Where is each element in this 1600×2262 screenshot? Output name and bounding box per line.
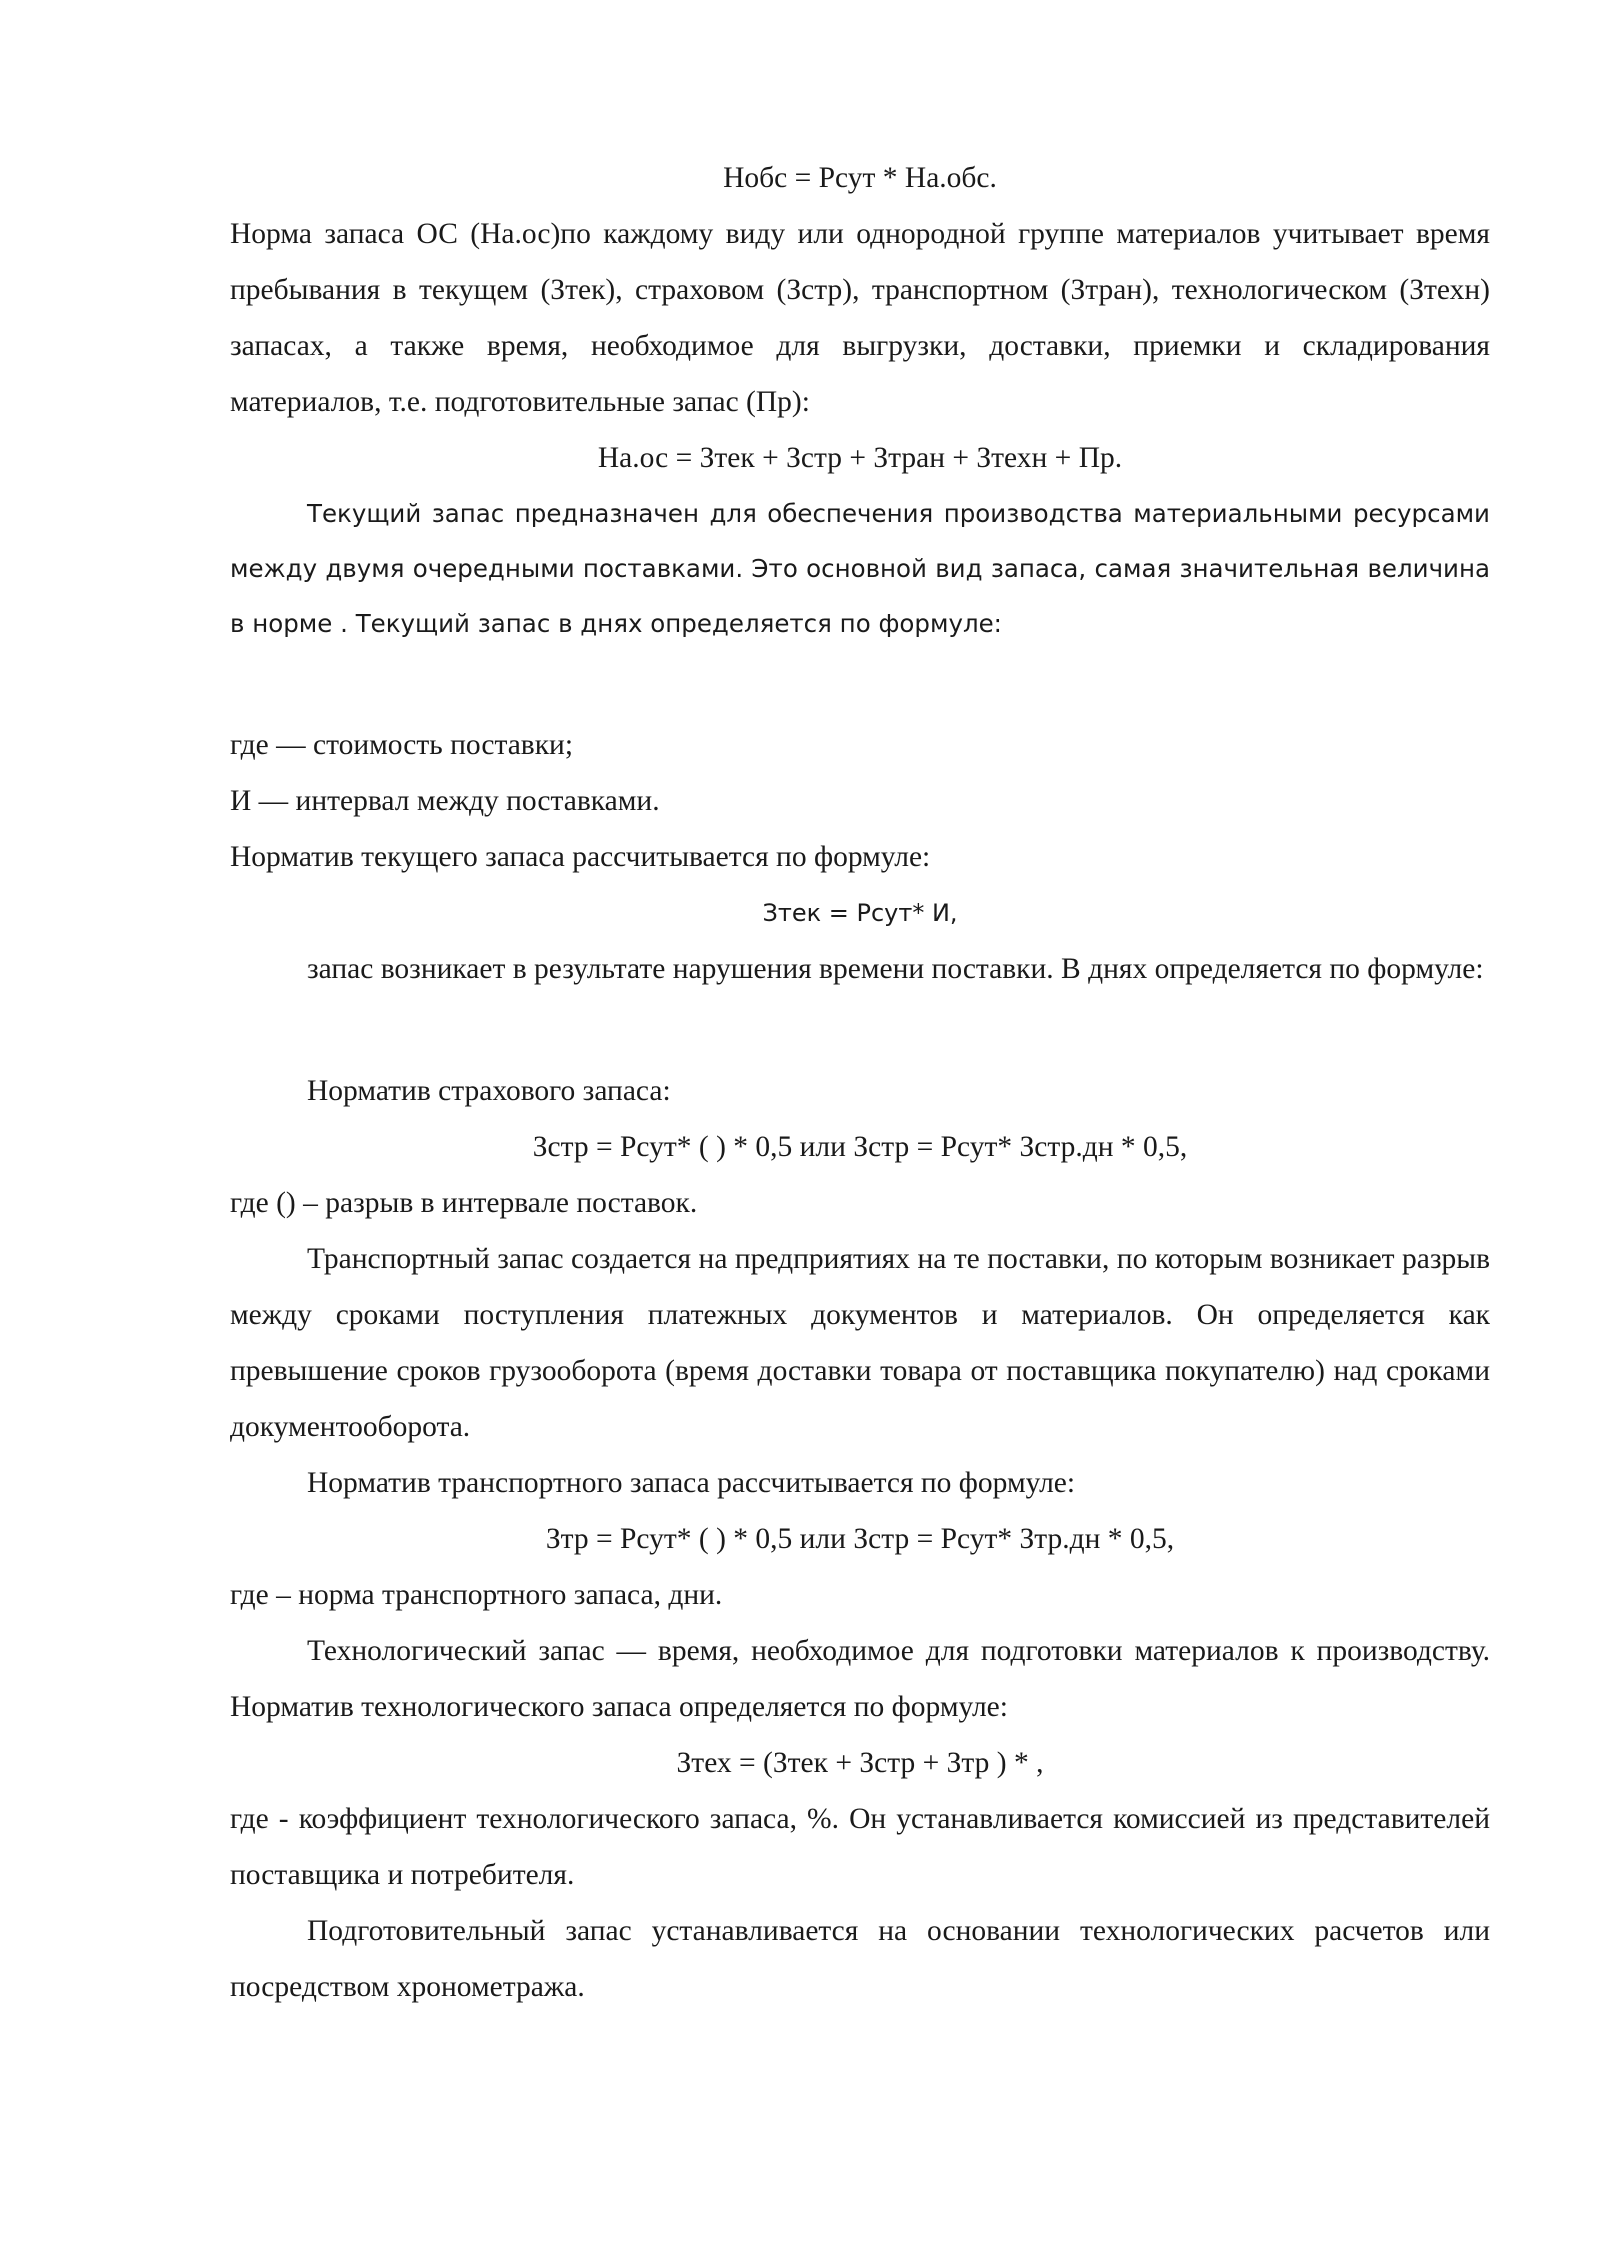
paragraph-zapas-voznikaet: запас возникает в результате нарушения времени поставки. В днях определяется по формуле:	[307, 953, 1484, 985]
paragraph-norma-transportnogo: где – норма транспортного запаса, дни.	[230, 1579, 723, 1611]
paragraph-gde-stoimost: где — стоимость поставки;	[230, 729, 574, 761]
formula-zstr: Зстр = Рсут* ( ) * 0,5 или Зстр = Рсут* Зстр.дн * 0,5,	[532, 1131, 1188, 1163]
formula-ztekh: Зтех = (Зтек + Зстр + Зтр ) * ,	[676, 1747, 1044, 1779]
paragraph-koeffitsient: где - коэффициент технологического запаса, %. Он устанавливается комиссией из представителей поставщика и потребителя.	[230, 1803, 1490, 1891]
paragraph-tekushchiy-zapas: Текущий запас предназначен для обеспечения производства материальными ресурсами между двумя очередными поставками. Это основной вид запаса, самая значительная величина в норме . Текущий запас в днях определяется по формуле:	[230, 499, 1490, 638]
document-page	[230, 150, 1490, 2015]
formula-ztek: Зтек = Рсут* И,	[762, 899, 958, 927]
formula-ztr: Зтр = Рсут* ( ) * 0,5 или Зстр = Рсут* Зтр.дн * 0,5,	[545, 1523, 1175, 1555]
paragraph-normativ-strakhovogo: Норматив страхового запаса:	[307, 1075, 671, 1107]
paragraph-normativ-transportnogo: Норматив транспортного запаса рассчитывается по формуле:	[307, 1467, 1076, 1499]
formula-placeholder-gap	[230, 651, 1490, 717]
formula-naos: На.ос = Зтек + Зстр + Зтран + Зтехн + Пр.	[597, 442, 1123, 474]
paragraph-tekhnologicheskiy-zapas: Технологический запас — время, необходимое для подготовки материалов к производству. Норматив технологического запаса определяется по формуле:	[230, 1635, 1490, 1723]
paragraph-norma-zapasa: Норма запаса ОС (На.ос)по каждому виду или однородной группе материалов учитывает время пребывания в текущем (Зтек), страховом (Зстр), транспортном (Зтран), технологическом (Зтехн) запасах, а также время, необходимое для выгрузки, доставки, приемки и складирования материалов, т.е. подготовительные запас (Пр):	[230, 218, 1490, 418]
paragraph-normativ-tekushchego: Норматив текущего запаса рассчитывается по формуле:	[230, 841, 931, 873]
formula-nobs: Нобс = Рсут * На.обс.	[723, 162, 997, 194]
paragraph-transportnyy-zapas: Транспортный запас создается на предприятиях на те поставки, по которым возникает разрыв между сроками поступления платежных документов и материалов. Он определяется как превышение сроков грузооборота (время доставки товара от поставщика покупателю) над сроками документооборота.	[230, 1243, 1490, 1443]
paragraph-razryv: где () – разрыв в интервале поставок.	[230, 1187, 698, 1219]
paragraph-podgotovitelnyy-zapas: Подготовительный запас устанавливается на основании технологических расчетов или посредством хронометража.	[230, 1915, 1490, 2003]
paragraph-interval: И — интервал между поставками.	[230, 785, 660, 817]
formula-placeholder-gap-2	[230, 997, 1490, 1063]
